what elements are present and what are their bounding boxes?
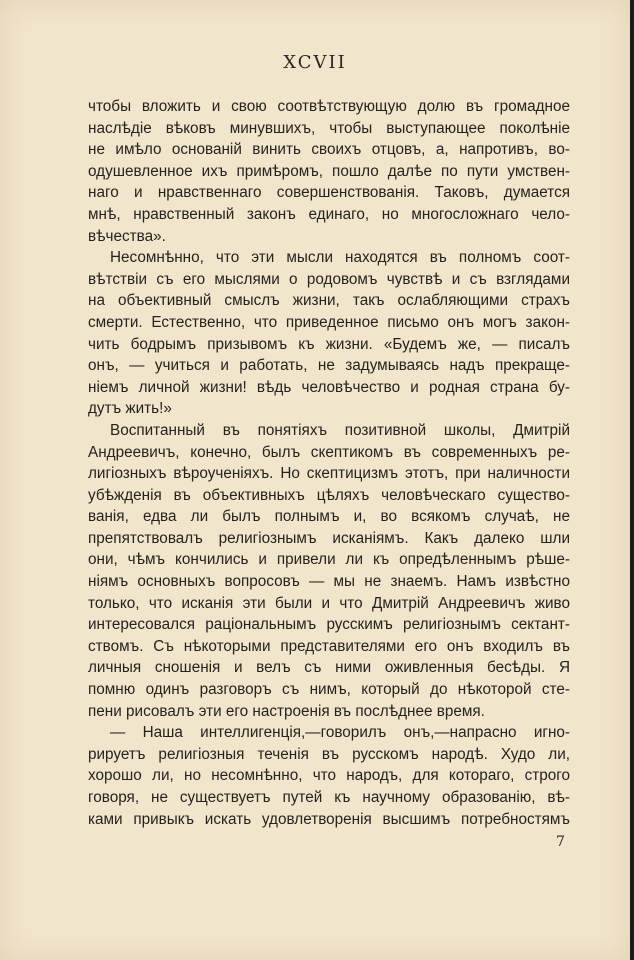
text-line: личныя сношенія и велъ съ ними оживленныя бесѣды. Я	[88, 659, 570, 677]
text-line: вѣтствіи съ его мыслями о родовомъ чувствѣ и съ взглядами	[88, 270, 570, 288]
text-line: Несомнѣнно, что эти мысли находятся въ полномъ соот-	[110, 249, 570, 267]
page-header: XCVII	[283, 52, 347, 73]
text-line: рируетъ религіозныя теченія въ русскомъ народѣ. Худо ли,	[88, 745, 570, 763]
text-line: вѣчества».	[88, 227, 166, 245]
text-line: наго и нравственнаго совершенствованія. Таковъ, думается	[88, 184, 570, 202]
text-line: хорошо ли, но несомнѣнно, что народъ, для котораго, строго	[88, 767, 570, 785]
text-line: — Наша интеллигенція,—говорилъ онъ,—напрасно игно-	[110, 724, 570, 742]
text-line: только, что исканія эти были и что Дмитрій Андреевичъ живо	[88, 594, 570, 612]
text-line: лигіозныхъ вѣроученіяхъ. Но скептицизмъ этотъ, при наличности	[88, 465, 570, 483]
text-line: Воспитанный въ понятіяхъ позитивной школы, Дмитрій	[110, 421, 570, 439]
text-line: убѣжденія въ объективныхъ цѣляхъ человѣческаго существо-	[88, 486, 570, 504]
text-line: не имѣло основаній винить своихъ отцовъ, а, напротивъ, во-	[88, 141, 570, 159]
text-line: они, чѣмъ кончились и привели ли къ опредѣленнымъ рѣше-	[88, 551, 570, 569]
text-line: ванія, едва ли былъ полнымъ и, во всякомъ случаѣ, не	[88, 508, 570, 526]
text-line: смерти. Естественно, что приведенное письмо онъ могъ закон-	[88, 313, 570, 331]
text-line: помню одинъ разговоръ съ нимъ, который до нѣкоторой сте-	[88, 681, 570, 699]
text-line: чтобы вложить и свою соотвѣтствующую долю въ громадное	[88, 98, 570, 115]
page-body-text	[88, 96, 570, 830]
text-line: интересовался раціональнымъ русскимъ религіознымъ сектант-	[88, 616, 570, 634]
text-line: дутъ жить!»	[88, 400, 172, 418]
page-number: 7	[556, 834, 565, 850]
text-line: на объективный смыслъ жизни, такъ ослабляющими страхъ	[88, 292, 570, 310]
text-line: пени рисовалъ эти его настроенія въ послѣднее время.	[88, 702, 485, 720]
page-edge	[630, 0, 634, 960]
text-line: Андреевичъ, конечно, былъ скептикомъ въ современныхъ ре-	[88, 443, 570, 461]
text-line: мнѣ, нравственный законъ единаго, но многосложнаго чело-	[88, 205, 570, 223]
text-line: ніямъ основныхъ вопросовъ — мы не знаемъ. Намъ извѣстно	[88, 573, 570, 591]
text-line: говоря, не существуетъ путей къ научному образованію, вѣ-	[88, 789, 570, 806]
text-line: чить бодрымъ призывомъ къ жизни. «Будемъ же, — писалъ	[88, 335, 570, 353]
text-line: ніемъ личной жизни! вѣдь человѣчество и родная страна бу-	[88, 378, 570, 396]
text-line: препятствовалъ религіознымъ исканіямъ. Какъ далеко шли	[88, 529, 570, 547]
text-line: ками привыкъ искать удовлетворенія высшимъ потребностямъ	[88, 810, 570, 828]
text-line: онъ, — учиться и работать, не задумываясь надъ прекраще-	[88, 357, 570, 375]
text-line: наслѣдіе вѣковъ минувшихъ, чтобы выступающее поколѣніе	[88, 119, 570, 137]
text-line: одушевленное ихъ примѣромъ, пошло далѣе по пути умствен-	[88, 162, 570, 180]
text-line: ствомъ. Съ нѣкоторыми представителями его онъ входилъ въ	[88, 637, 570, 655]
